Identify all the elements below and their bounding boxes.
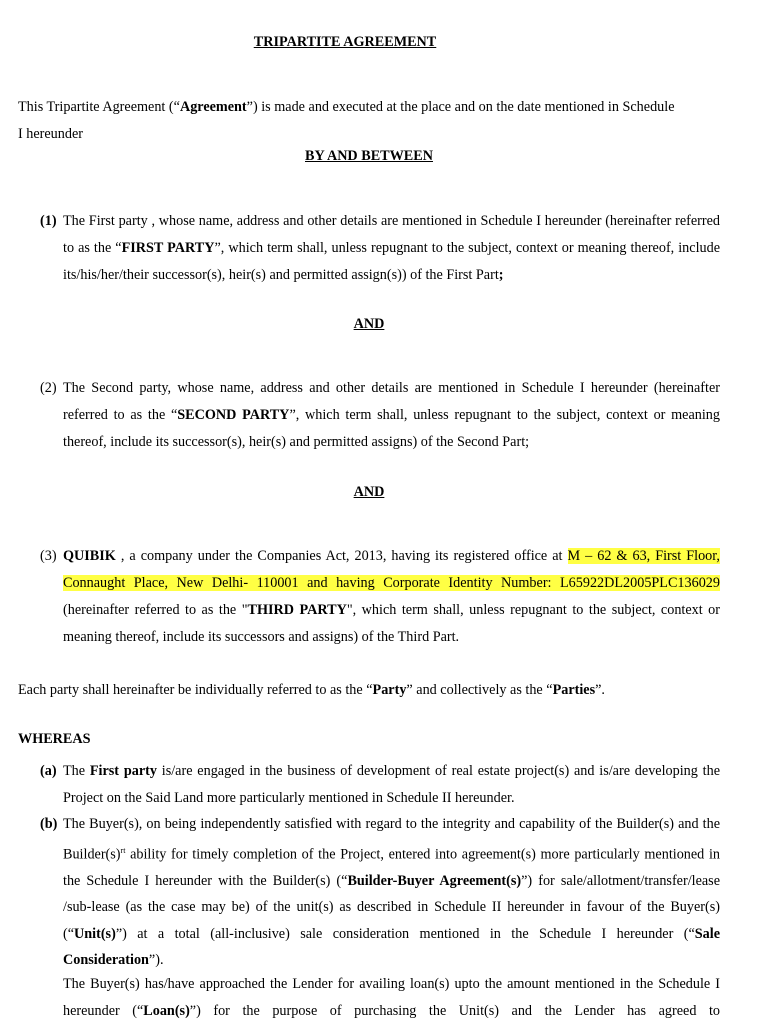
recital-text: ”). bbox=[148, 952, 164, 969]
recital-text: ”) for sale/allotment/transfer/lease /sub-lease (as the case may be) of the unit(s) as described in Schedule II hereunder in favour of the Buyer(s) (“ bbox=[63, 872, 720, 942]
clause-end: ; bbox=[498, 267, 504, 283]
clause-text: ”, which term shall, unless repugnant to the subject, context or meaning thereof, include its/his/her/their successor(s), heir(s) and permitted assign(s)) of the First Part bbox=[63, 240, 721, 283]
recital-number: (b) bbox=[40, 816, 58, 832]
clause-first-party bbox=[40, 208, 720, 289]
clause-text: , a company under the Companies Act, 2013, having its registered office at bbox=[115, 548, 568, 564]
clause-text: The Second party, whose name, address and other details are mentioned in Schedule I hereunder (hereinafter referred to as the “ bbox=[63, 380, 720, 423]
document-title: TRIPARTITE AGREEMENT bbox=[253, 34, 437, 50]
recital-body bbox=[63, 971, 720, 1024]
recital-body bbox=[63, 811, 720, 974]
clause-second-party bbox=[40, 375, 720, 456]
clause-text: ”, which term shall, unless repugnant to the subject, context or meaning thereof, include its successor(s), heir(s) and permitted assigns) of the Second Part; bbox=[63, 407, 720, 450]
and-separator-2: AND bbox=[353, 484, 385, 500]
sale-consideration-term: Sale Consideration bbox=[63, 925, 720, 969]
recital-text: is/are engaged in the business of development of real estate project(s) and is/are developing the Project on the Said Land more particularly mentioned in Schedule II hereunder. bbox=[63, 763, 720, 806]
recital-text: The Buyer(s), on being independently satisfied with regard to the integrity and capability of the Builder(s) and the Builder(s) bbox=[63, 816, 720, 863]
agreement-term: Agreement bbox=[179, 99, 247, 115]
recital-number: (a) bbox=[40, 763, 57, 779]
by-and-between-heading: BY AND BETWEEN bbox=[305, 148, 433, 164]
clause-number: (3) bbox=[40, 548, 57, 564]
company-name: QUIBIK bbox=[63, 548, 116, 564]
recital-a bbox=[40, 758, 720, 811]
recital-text: The bbox=[63, 763, 90, 779]
recital-text: The Buyer(s) has/have approached the Lender for availing loan(s) upto the amount mentioned in the Schedule I hereunder (“ bbox=[63, 976, 720, 1019]
second-party-term: SECOND PARTY bbox=[177, 407, 290, 423]
para-text: ”. bbox=[595, 682, 605, 698]
each-party-paragraph bbox=[18, 677, 718, 704]
clause-text: The First party , whose name, address and other details are mentioned in Schedule I hereunder (hereinafter referred to as the “ bbox=[63, 213, 720, 256]
recital-text: ability for timely completion of the Project, entered into agreement(s) more particularly mentioned in the Schedule I hereunder with the Builder(s) (“ bbox=[63, 846, 720, 889]
intro-text-1: This Tripartite Agreement (“ bbox=[18, 99, 180, 115]
recital-text: ”) at a total (all-inclusive) sale consideration mentioned in the Schedule I hereunder (“ bbox=[115, 925, 695, 942]
clause-number: (1) bbox=[40, 213, 57, 229]
recital-b-continued bbox=[40, 971, 720, 1024]
intro-text-2: ”) is made and executed at the place and on the date mentioned in Schedule I hereunder bbox=[18, 99, 675, 142]
clause-text: ", which term shall, unless repugnant to the subject, context or meaning thereof, include its successors and assigns) of the Third Part. bbox=[63, 602, 720, 645]
first-party-ref: First party bbox=[89, 763, 157, 779]
superscript: rt bbox=[120, 845, 126, 855]
para-text: Each party shall hereinafter be individually referred to as the “ bbox=[18, 682, 373, 698]
whereas-heading: WHEREAS bbox=[18, 731, 91, 747]
third-party-term: THIRD PARTY bbox=[247, 602, 347, 618]
and-separator-1: AND bbox=[353, 316, 385, 332]
loan-term: Loan(s) bbox=[143, 1002, 190, 1019]
clause-body bbox=[63, 208, 720, 289]
builder-buyer-term: Builder-Buyer Agreement(s) bbox=[347, 872, 522, 889]
intro-paragraph bbox=[18, 94, 678, 148]
clause-third-party bbox=[40, 543, 720, 651]
recital-b bbox=[40, 811, 720, 974]
clause-text: (hereinafter referred to as the " bbox=[63, 602, 248, 618]
para-text: ” and collectively as the “ bbox=[406, 682, 553, 698]
recital-body bbox=[63, 758, 720, 811]
clause-body bbox=[63, 543, 720, 651]
clause-body bbox=[63, 375, 720, 456]
parties-term: Parties bbox=[552, 682, 596, 698]
first-party-term: FIRST PARTY bbox=[121, 240, 215, 256]
clause-number: (2) bbox=[40, 380, 57, 396]
units-term: Unit(s) bbox=[74, 925, 116, 942]
highlighted-address: M – 62 & 63, First Floor, Connaught Place, New Delhi- 110001 and having Corporate Identity Number: L65922DL2005PLC136029 bbox=[63, 548, 720, 591]
recital-text: ”) for the purpose of purchasing the Unit(s) and the Lender has agreed to bbox=[189, 1002, 720, 1019]
party-term: Party bbox=[372, 682, 407, 698]
